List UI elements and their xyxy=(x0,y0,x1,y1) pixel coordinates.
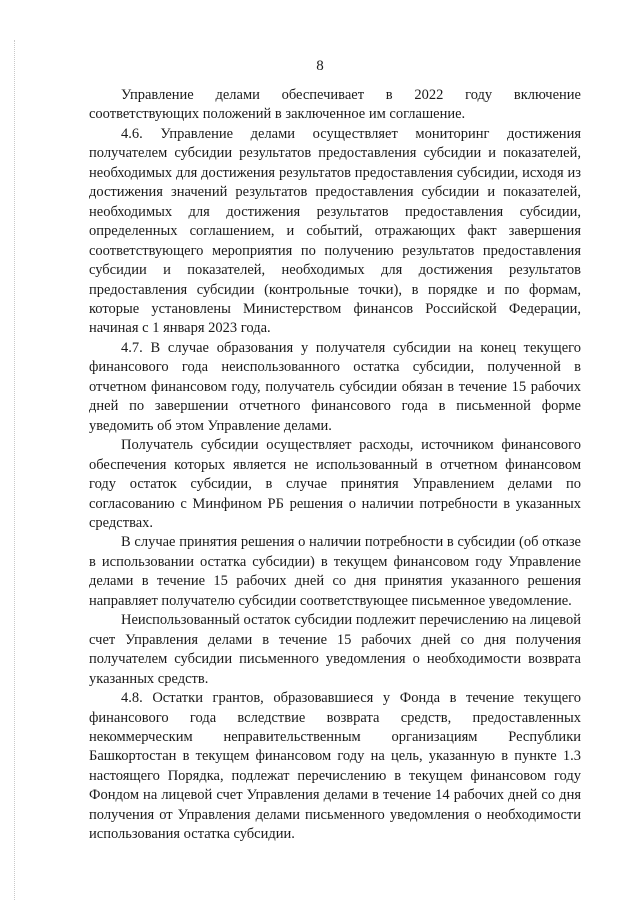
paragraph-4-7-unused-balance: 4.7. В случае образования у получателя субсидии на конец текущего финансового года неиспользованного остатка субсидии, полученной в отчетном финансовом году, получатель субсидии обязан в течение 15 рабочих дней по завершении отчетного финансового года в письменной форме уведомить об этом Управление делами. xyxy=(89,339,581,434)
page-number: 8 xyxy=(316,58,324,74)
scan-edge-line xyxy=(14,40,15,900)
paragraph-4-6-monitoring: 4.6. Управление делами осуществляет мониторинг достижения получателем субсидии результатов предоставления субсидии и показателей, необходимых для достижения результатов предоставления субсидии, исходя из достижения значений результатов предоставления субсидии и показателей, необходимых для достижения результатов предоставления субсидии, определенных соглашением, и событий, отражающих факт завершения соответствующего мероприятия по получению результатов предоставления субсидии и показателей, необходимых для достижения результатов предоставления субсидии (контрольные точки), в порядке и по формам, которые установлены Министерством финансов Российской Федерации, начиная с 1 января 2023 года. xyxy=(89,125,581,337)
document-body xyxy=(89,86,581,845)
paragraph-decision-notice: В случае принятия решения о наличии потребности в субсидии (об отказе в использовании остатка субсидии) в текущем финансовом году Управление делами в течение 15 рабочих дней со дня принятия указанного решения направляет получателю субсидии соответствующее письменное уведомление. xyxy=(89,534,581,609)
paragraph-reporting-agreement: Управление делами обеспечивает в 2022 году включение соответствующих положений в заключенное им соглашение. xyxy=(89,87,581,123)
paragraph-unused-transfer: Неиспользованный остаток субсидии подлежит перечислению на лицевой счет Управления делами в течение 15 рабочих дней со дня получения получателем субсидии письменного уведомления о необходимости возврата указанных средств. xyxy=(89,612,581,687)
paragraph-4-8-grant-balances: 4.8. Остатки грантов, образовавшиеся у Фонда в течение текущего финансового года вследствие возврата средств, предоставленных некоммерческим неправительственным организациям Республики Башкортостан в текущем финансовом году на цель, указанную в пункте 1.3 настоящего Порядка, подлежат перечислению в текущем финансовом году Фондом на лицевой счет Управления делами в течение 14 рабочих дней со дня получения от Управления делами письменного уведомления о необходимости использования остатка субсидии. xyxy=(89,690,581,843)
paragraph-recipient-expenses: Получатель субсидии осуществляет расходы, источником финансового обеспечения которых является не использованный в отчетном финансовом году остаток субсидии, в случае принятия Управлением делами по согласованию с Минфином РБ решения о наличии потребности в указанных средствах. xyxy=(89,437,581,531)
